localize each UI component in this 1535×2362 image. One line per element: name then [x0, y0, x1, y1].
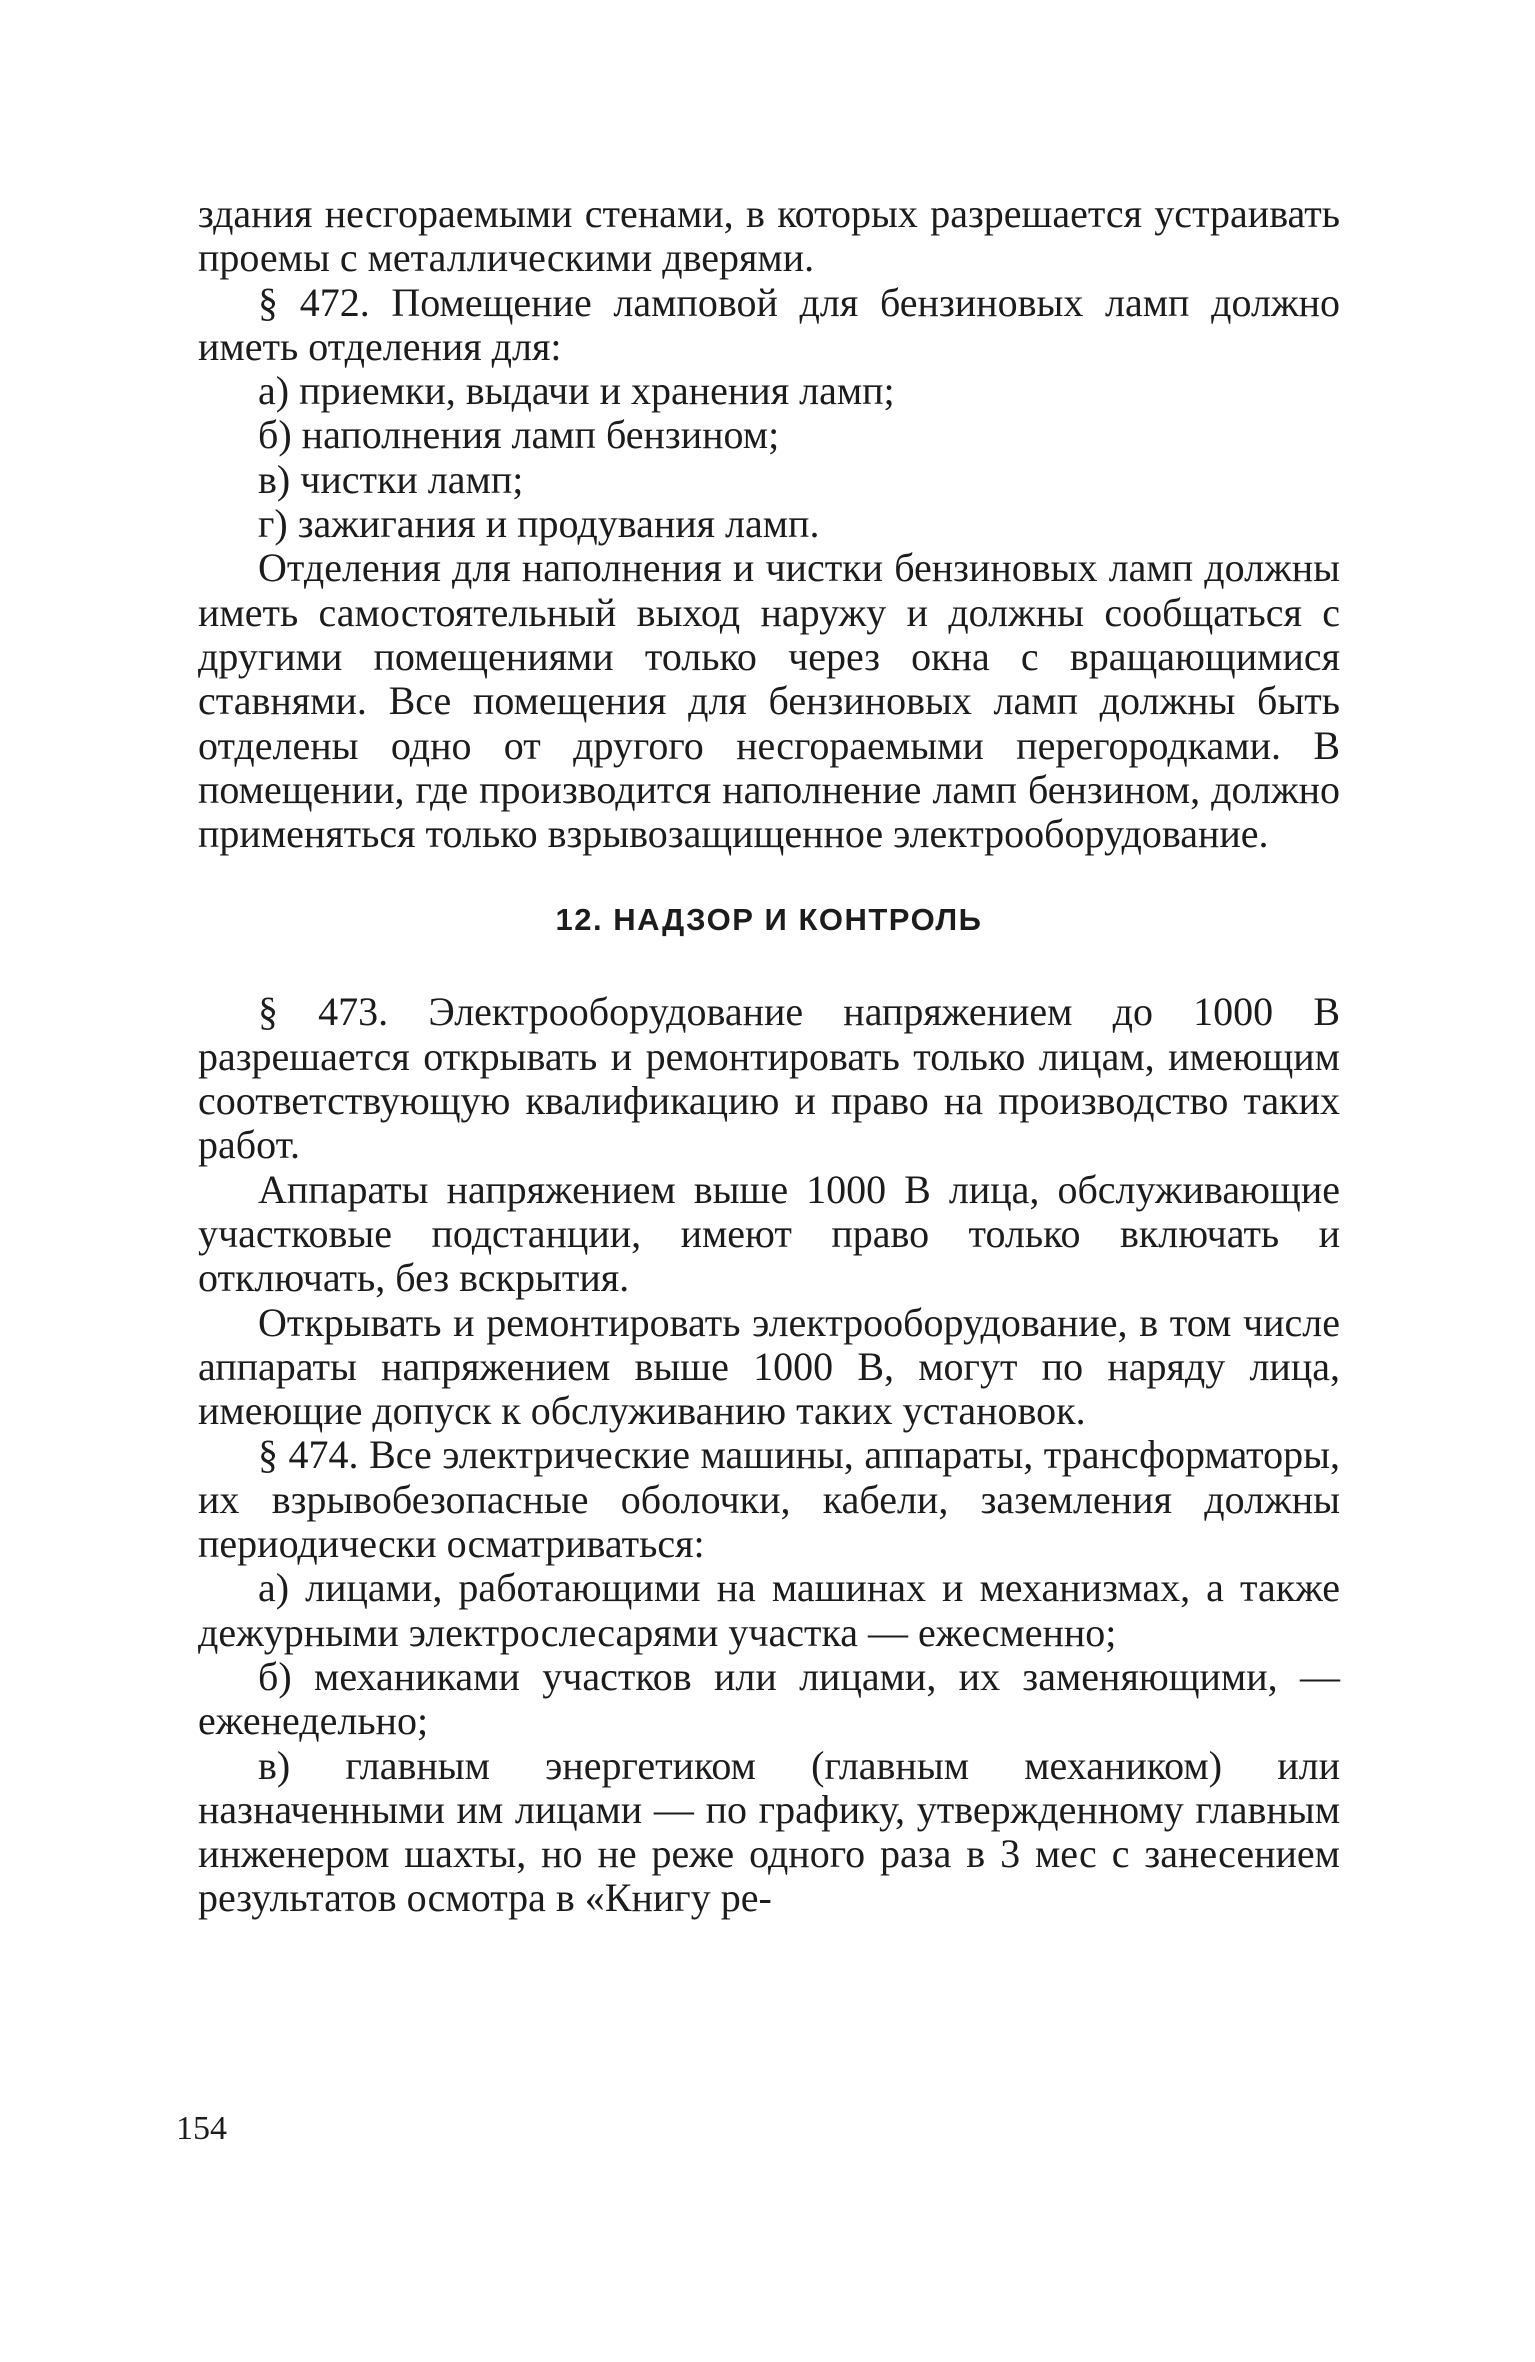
- paragraph-continuation: здания несгораемыми стенами, в которых разрешается устраивать проемы с металлическими дверями.: [198, 191, 1340, 281]
- paragraph: Отделения для наполнения и чистки бензиновых ламп должны иметь самостоятельный выход наружу и должны сообщаться с другими помещениями только через окна с вращающимися ставнями. Все помещения для бензиновых ламп должны быть отделены одно от другого несгораемыми перегородками. В помещении, где производится наполнение ламп бензином, должно применяться только взрывозащищенное электрооборудование.: [198, 545, 1340, 857]
- list-item: в) чистки ламп;: [258, 456, 524, 502]
- page-number: 154: [176, 2110, 227, 2147]
- paragraph: Открывать и ремонтировать электрооборудование, в том числе аппараты напряжением выше 1000 В, могут по наряду лица, имеющие допуск к обслуживанию таких установок.: [198, 1299, 1340, 1434]
- section-472-intro: § 472. Помещение ламповой для бензиновых ламп должно иметь отделения для:: [198, 279, 1340, 369]
- list-item: а) приемки, выдачи и хранения ламп;: [258, 368, 895, 414]
- section-473-intro: § 473. Электрооборудование напряжением до 1000 В разрешается открывать и ремонтировать только лицам, имеющим соответствующую квалификацию и право на производство таких работ.: [198, 989, 1340, 1168]
- paragraph: Аппараты напряжением выше 1000 В лица, обслуживающие участковые подстанции, имеют право только включать и отключать, без вскрытия.: [198, 1166, 1340, 1301]
- list-item: б) наполнения ламп бензином;: [258, 412, 780, 458]
- section-heading: 12. НАДЗОР И КОНТРОЛЬ: [555, 902, 983, 938]
- page-text: [198, 192, 1340, 1921]
- list-item: г) зажигания и продувания ламп.: [258, 501, 820, 547]
- section-474-intro: § 474. Все электрические машины, аппараты, трансформаторы, их взрывобезопасные оболочки, кабели, заземления должны периодически осматриваться:: [198, 1432, 1340, 1567]
- list-item: б) механиками участков или лицами, их заменяющими, — еженедельно;: [198, 1653, 1340, 1744]
- list-item: а) лицами, работающими на машинах и механизмах, а также дежурными электрослесарями участка — ежесменно;: [198, 1565, 1340, 1655]
- list-item: в) главным энергетиком (главным механиком) или назначенными им лицами — по графику, утвержденному главным инженером шахты, но не реже одного раза в 3 мес с занесением результатов осмотра в «Книгу ре-: [198, 1742, 1340, 1921]
